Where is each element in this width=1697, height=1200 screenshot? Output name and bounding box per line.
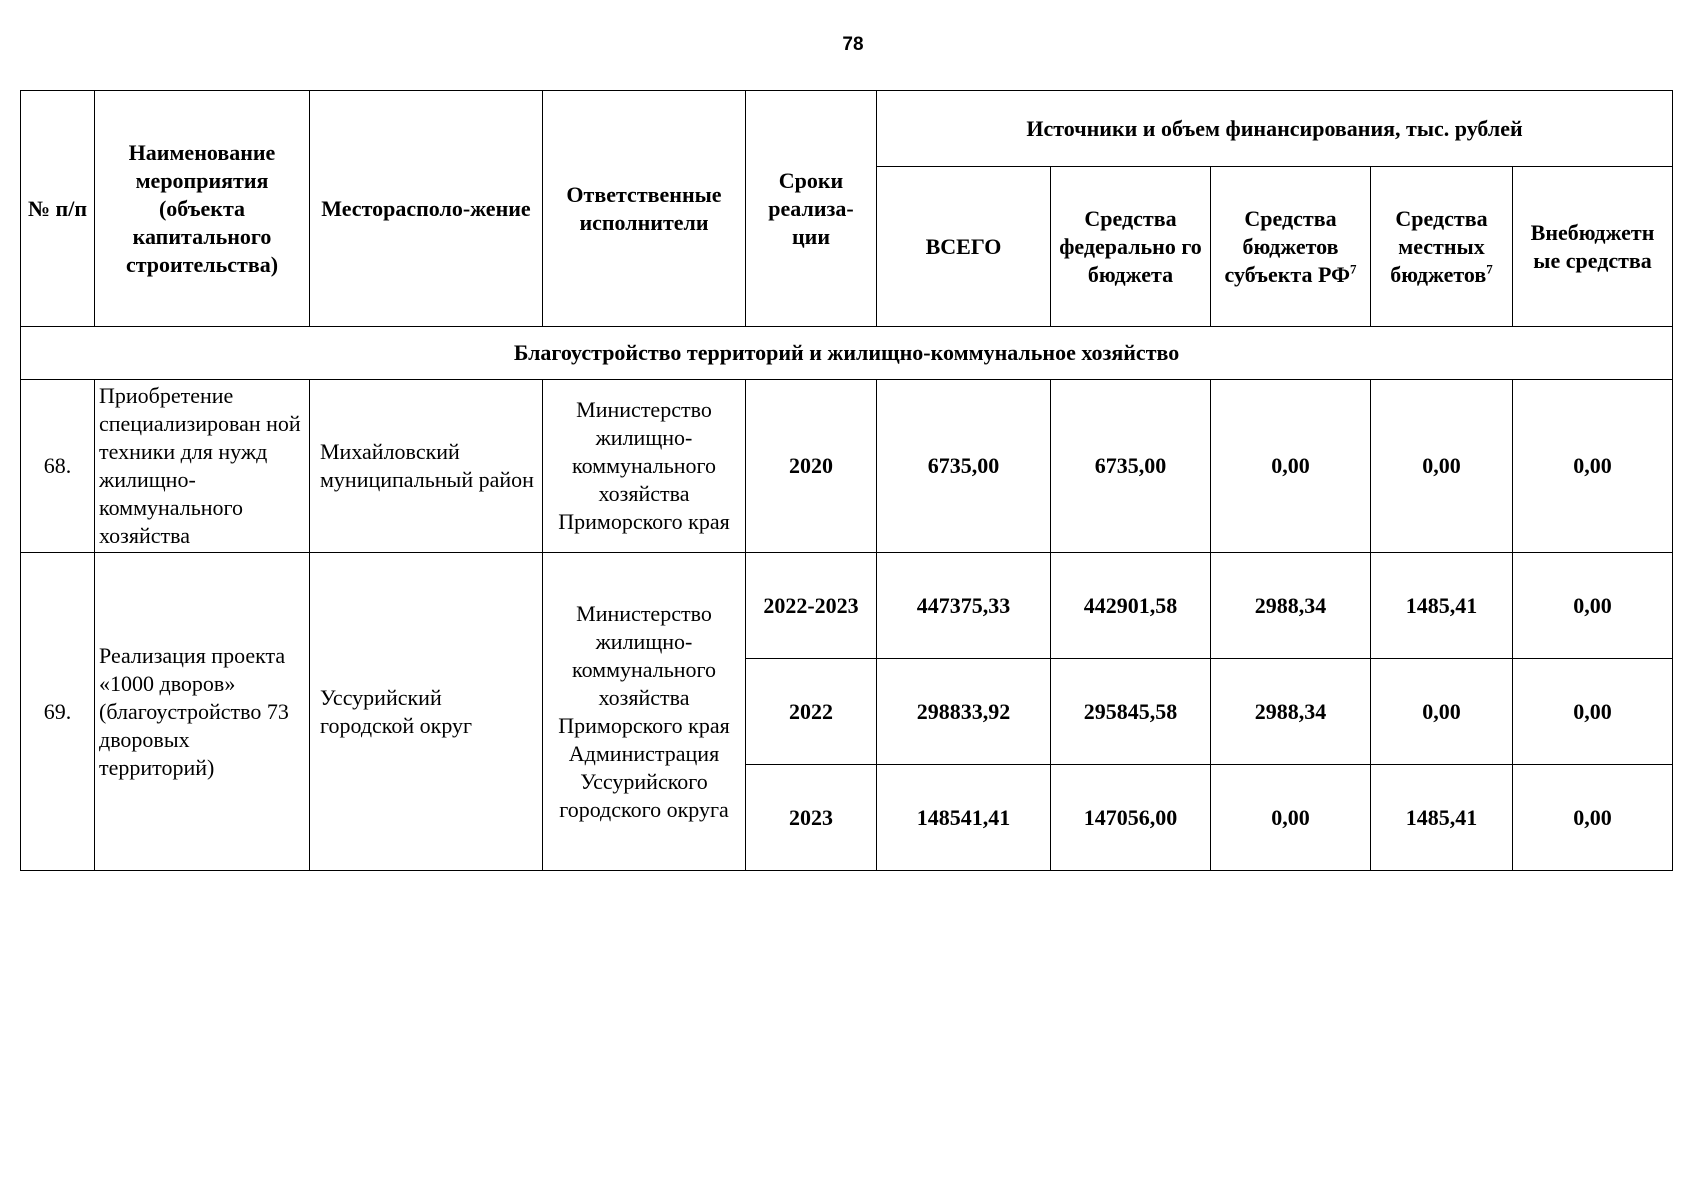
- row-federal: 147056,00: [1051, 765, 1211, 871]
- row-subject: 0,00: [1211, 765, 1371, 871]
- row-local: 1485,41: [1371, 765, 1513, 871]
- header-financing-group: Источники и объем финансирования, тыс. рублей: [877, 91, 1673, 167]
- header-local-footnote: 7: [1486, 261, 1493, 277]
- row-federal: 6735,00: [1051, 380, 1211, 553]
- row-federal: 295845,58: [1051, 659, 1211, 765]
- row-term: 2022-2023: [746, 553, 877, 659]
- row-number: 68.: [21, 380, 95, 553]
- row-total: 6735,00: [877, 380, 1051, 553]
- row-extra: 0,00: [1513, 765, 1673, 871]
- header-name: Наименование мероприятия (объекта капитального строительства): [95, 91, 310, 327]
- row-total: 148541,41: [877, 765, 1051, 871]
- row-location: Михайловский муниципальный район: [310, 380, 543, 553]
- row-term: 2020: [746, 380, 877, 553]
- row-local: 1485,41: [1371, 553, 1513, 659]
- row-subject: 0,00: [1211, 380, 1371, 553]
- row-extra: 0,00: [1513, 553, 1673, 659]
- row-subject: 2988,34: [1211, 553, 1371, 659]
- header-subject-footnote: 7: [1349, 261, 1357, 277]
- row-name: Реализация проекта «1000 дворов» (благоустройство 73 дворовых территорий): [95, 553, 310, 871]
- header-local-label: Средства местных бюджетов: [1390, 205, 1488, 287]
- header-number: № п/п: [21, 91, 95, 327]
- row-term: 2022: [746, 659, 877, 765]
- row-local: 0,00: [1371, 380, 1513, 553]
- table-row: [21, 380, 1673, 553]
- header-total: ВСЕГО: [877, 167, 1051, 327]
- row-name: Приобретение специализирован ной техники для нужд жилищно-коммунального хозяйства: [95, 380, 310, 553]
- row-local: 0,00: [1371, 659, 1513, 765]
- header-row-top: [21, 91, 1673, 167]
- row-executors: Министерство жилищно-коммунального хозяйства Приморского края Администрация Уссурийского городского округа: [543, 553, 746, 871]
- row-federal: 442901,58: [1051, 553, 1211, 659]
- header-federal: Средства федерально го бюджета: [1051, 167, 1211, 327]
- row-total: 298833,92: [877, 659, 1051, 765]
- row-extra: 0,00: [1513, 380, 1673, 553]
- row-location: Уссурийский городской округ: [310, 553, 543, 871]
- row-term: 2023: [746, 765, 877, 871]
- row-extra: 0,00: [1513, 659, 1673, 765]
- table-row: [21, 553, 1673, 659]
- row-number: 69.: [21, 553, 95, 871]
- header-local: [1371, 167, 1513, 327]
- row-executors: Министерство жилищно-коммунального хозяйства Приморского края: [543, 380, 746, 553]
- financing-table: [20, 90, 1673, 871]
- header-executors: Ответственные исполнители: [543, 91, 746, 327]
- header-location: Месторасполо-жение: [310, 91, 543, 327]
- row-total: 447375,33: [877, 553, 1051, 659]
- header-terms: Сроки реализа-ции: [746, 91, 877, 327]
- section-row: [21, 327, 1673, 380]
- page-number: 78: [842, 34, 864, 55]
- header-extrabudget: Внебюджетн ые средства: [1513, 167, 1673, 327]
- row-subject: 2988,34: [1211, 659, 1371, 765]
- header-subject-label: Средства бюджетов субъекта РФ: [1224, 205, 1350, 287]
- header-subject: [1211, 167, 1371, 327]
- section-title: Благоустройство территорий и жилищно-коммунальное хозяйство: [21, 327, 1673, 380]
